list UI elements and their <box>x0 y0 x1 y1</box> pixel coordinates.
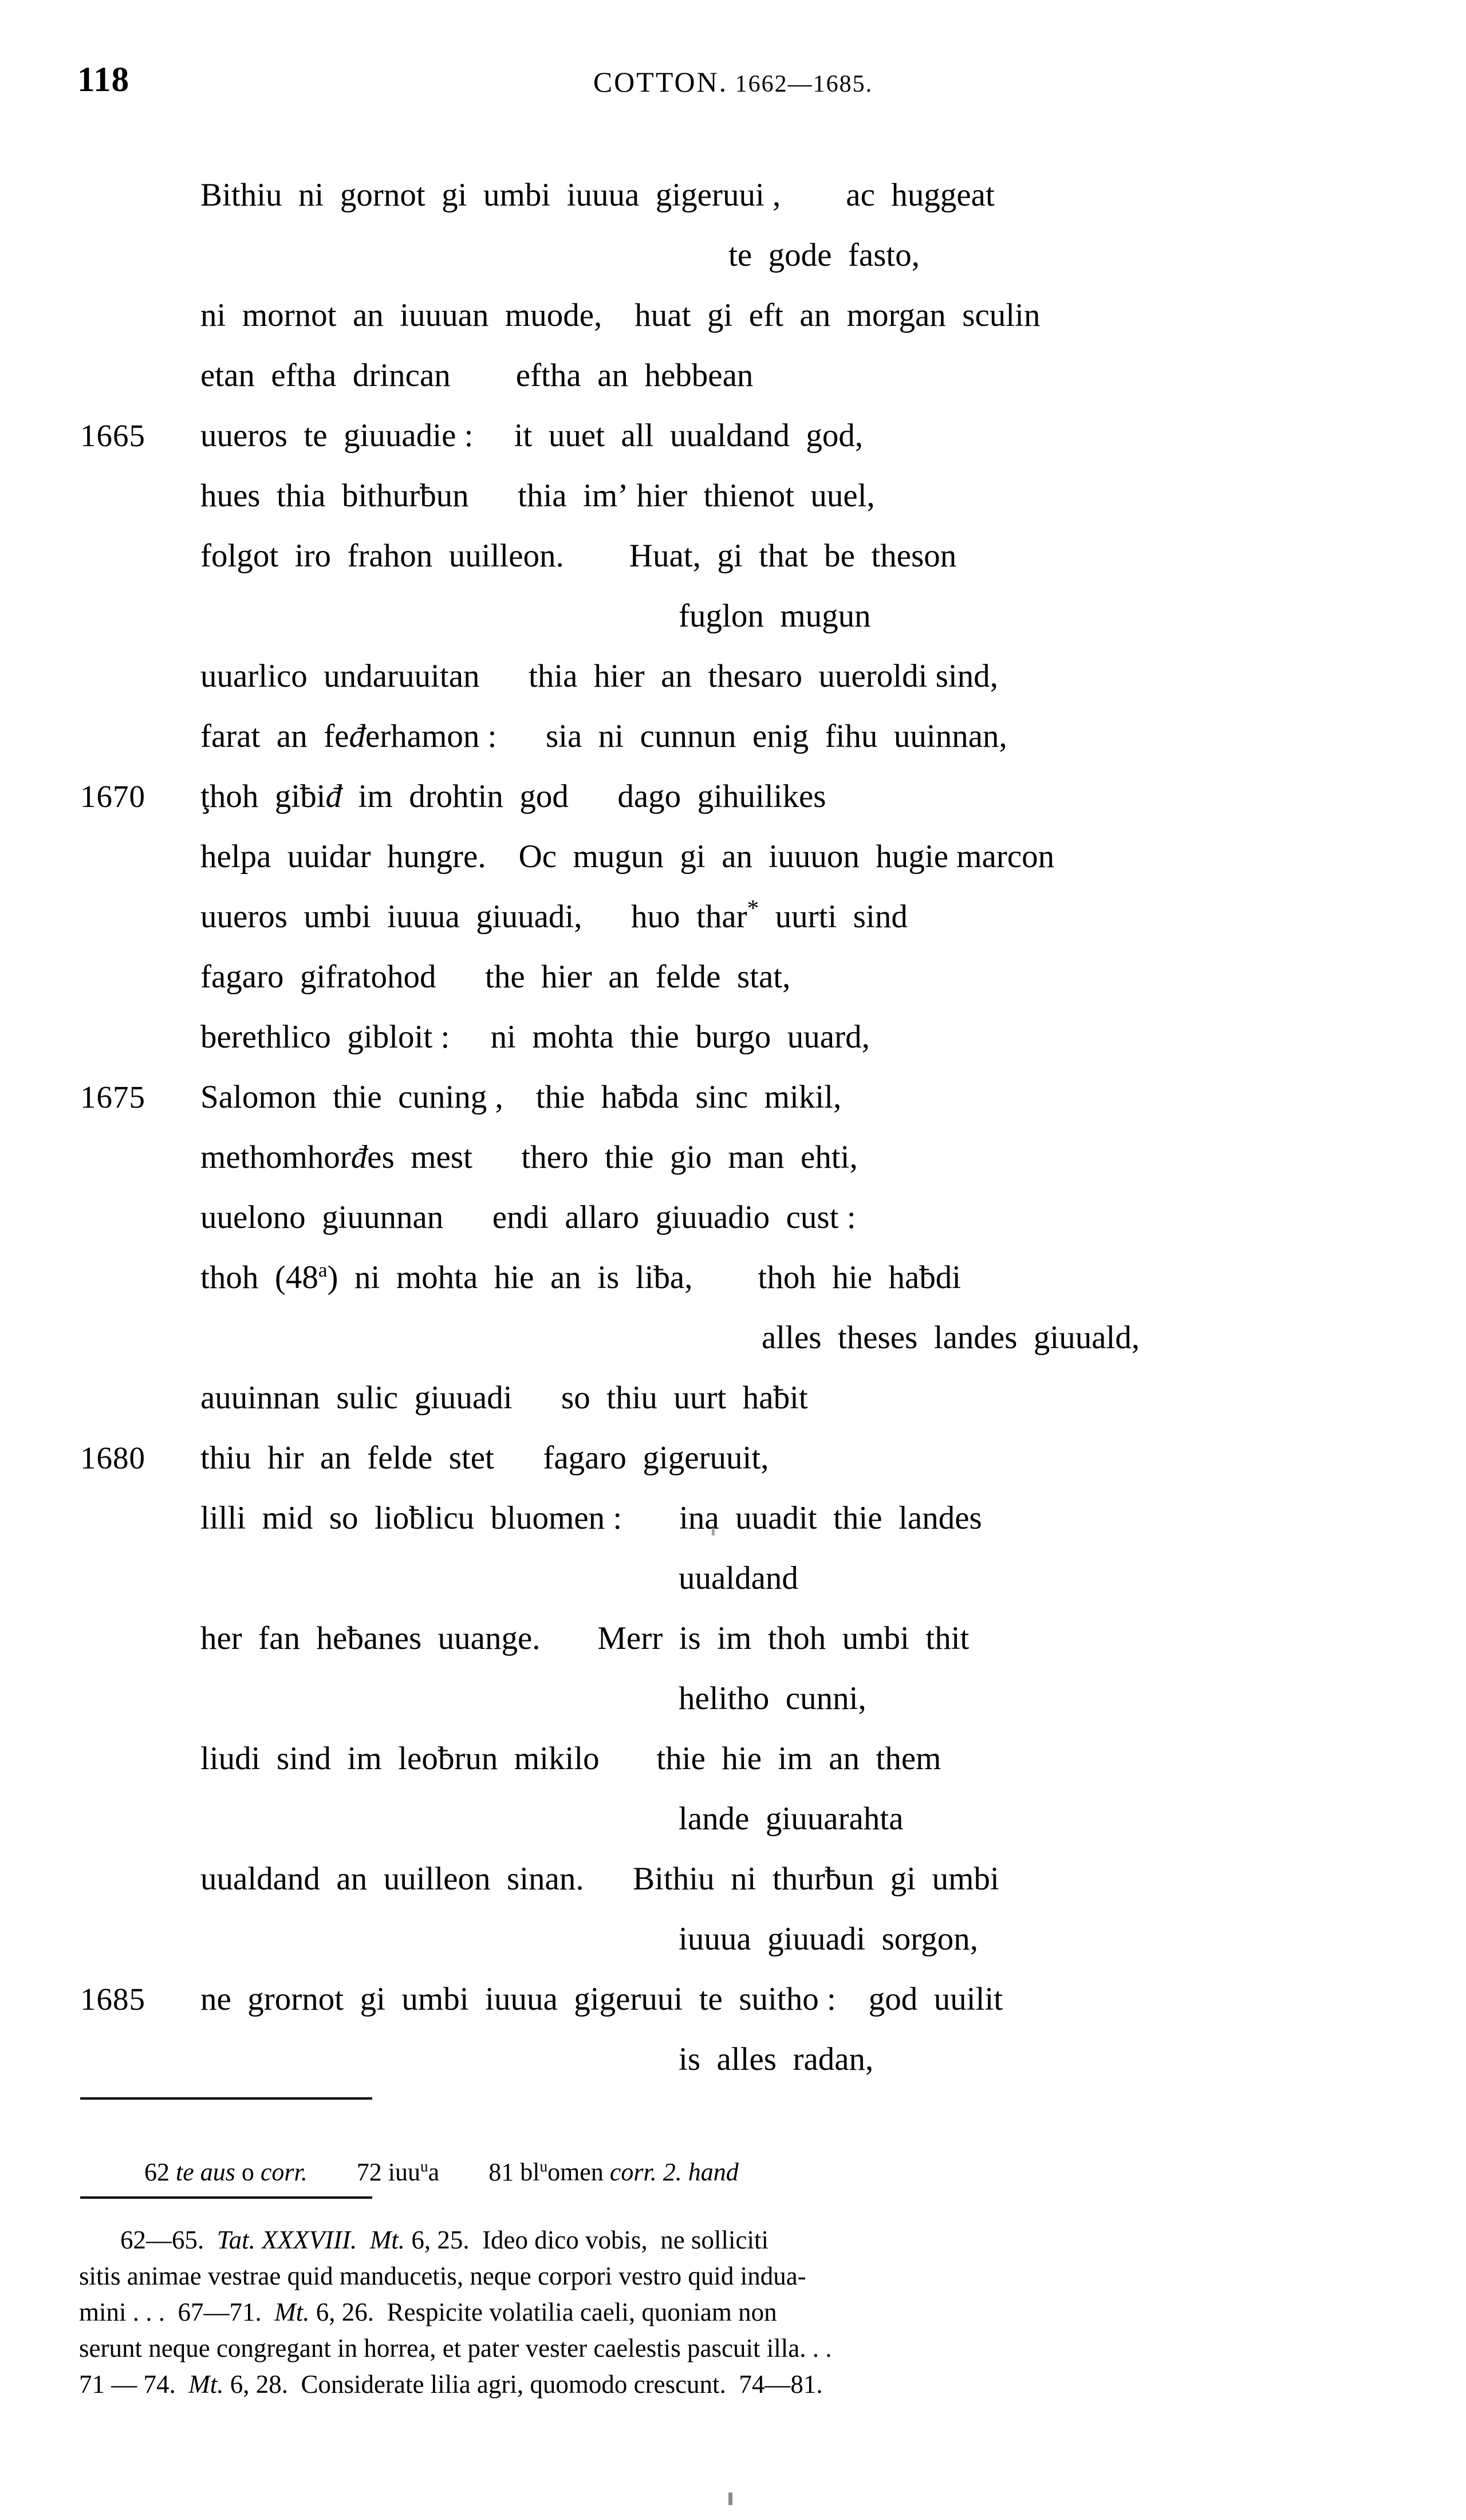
verse-line <box>0 285 1466 345</box>
verse-line <box>0 1247 1466 1308</box>
verse-line <box>0 1368 1466 1428</box>
verse-line-text: uualdand <box>679 1560 798 1596</box>
verse-line <box>0 586 1466 646</box>
verse-line-text: Salomon thie cuning , thie haƀda sinc mikil, <box>200 1079 842 1115</box>
verse-line-text: lilli mid so lioƀlicu bluomen : ina uuadit thie landes <box>200 1500 982 1536</box>
verse-line-text: fagaro gifratohod the hier an felde stat, <box>200 959 791 995</box>
verse-line-text: uualdand an uuilleon sinan. Bithiu ni thurƀun gi umbi <box>200 1861 999 1897</box>
verse-line-text: ni mornot an iuuuan muode, huat gi eft an morgan sculin <box>200 297 1041 333</box>
verse-line <box>0 646 1466 706</box>
verse-line <box>0 1428 1466 1488</box>
verse-line-text: ţhoh giƀiđ im drohtin god dago gihuilikes <box>200 778 826 814</box>
verse-line <box>0 1608 1466 1668</box>
verse-line-text: methomhorđes mest thero thie gio man ehti, <box>200 1139 858 1175</box>
verse-line <box>0 526 1466 586</box>
running-head-title <box>0 65 1466 101</box>
verse-line-text: thoh (48$^a$) ni mohta hie an is liƀa, thoh hie haƀdi <box>200 1259 961 1296</box>
scan-artifact-bottom <box>728 2493 732 2505</box>
verse-text-block <box>0 165 1466 2089</box>
verse-line-text: lande giuuarahta <box>679 1801 904 1837</box>
apparatus-latin-5: Considerate lilia agri, quomodo crescunt. <box>301 2370 726 2399</box>
running-head-work: COTTON. <box>593 66 728 98</box>
verse-line <box>0 1849 1466 1909</box>
verse-line-text: helitho cunni, <box>679 1680 866 1716</box>
verse-line <box>0 1789 1466 1849</box>
variant-item-81-word-pre: bl <box>520 2158 540 2186</box>
verse-line-text: hues thia bithurƀun thia imʼ hier thienot uuel, <box>200 478 875 514</box>
verse-line-text: iuuua giuuadi sorgon, <box>679 1921 978 1957</box>
variant-item-num-62: 62 <box>144 2158 170 2186</box>
verse-line-text: is alles radan, <box>679 2041 874 2077</box>
apparatus-ref-matthew-3: Mt. <box>188 2370 224 2399</box>
verse-line <box>0 1007 1466 1067</box>
verse-line-number: 1680 <box>80 1440 145 1475</box>
apparatus-range-74-81: 74—81. <box>739 2370 823 2399</box>
apparatus-latin-1: Ideo dico vobis, ne solliciti <box>482 2226 769 2254</box>
verse-line <box>0 766 1466 826</box>
verse-line-text: uuelono giuunnan endi allaro giuuadio cust : <box>200 1199 856 1235</box>
apparatus-ref-matthew-1: Mt. <box>369 2226 405 2254</box>
verse-line-number: 1685 <box>80 1982 145 2017</box>
running-head <box>0 60 1466 112</box>
verse-line <box>0 466 1466 526</box>
apparatus-ref-matthew-2: Mt. <box>274 2298 310 2326</box>
variant-item-72-tail: a <box>428 2158 440 2186</box>
apparatus-range-62-65: 62—65. <box>120 2226 204 2254</box>
apparatus-line-2 <box>79 2258 1387 2294</box>
apparatus-ref-tatian: Tat. XXXVIII. <box>216 2226 357 2254</box>
variant-item-62-roman: o <box>241 2158 254 2186</box>
variant-item-62-corr: corr. <box>260 2158 308 2186</box>
variant-item-num-81: 81 <box>488 2158 514 2186</box>
verse-line <box>0 1067 1466 1127</box>
verse-line <box>0 405 1466 466</box>
verse-line-text: te gode fasto, <box>728 237 920 273</box>
page-number: 118 <box>77 61 130 99</box>
verse-line <box>0 1187 1466 1247</box>
verse-line-text: thiu hir an felde stet fagaro gigeruuit, <box>200 1440 769 1476</box>
verse-line-text: uueros umbi iuuua giuuadi, huo thar* uurti sind <box>200 895 908 935</box>
variant-item-62-reading: te aus <box>176 2158 235 2186</box>
verse-line-text: uuarlico undaruuitan thia hier an thesaro uueroldi sind, <box>200 658 998 694</box>
verse-line <box>0 1969 1466 2029</box>
apparatus-latin-4: serunt neque congregant in horrea, et pater vester caelestis pascuit illa. . . <box>79 2334 832 2362</box>
verse-line-text: Bithiu ni gornot gi umbi iuuua gigeruui , ac huggeat <box>200 177 995 213</box>
verse-line <box>0 345 1466 405</box>
verse-line-text: liudi sind im leoƀrun mikilo thie hie im an them <box>200 1741 941 1777</box>
verse-line-text: her fan heƀanes uuange. Merr is im thoh umbi thit <box>200 1620 970 1656</box>
verse-line <box>0 1728 1466 1789</box>
verse-line <box>0 2029 1466 2089</box>
verse-line-text: fuglon mugun <box>679 598 871 634</box>
verse-line-text: farat an feđerhamon : sia ni cunnun enig fihu uuinnan, <box>200 718 1007 754</box>
apparatus-line-4 <box>79 2330 1387 2367</box>
apparatus-line-1 <box>79 2222 1387 2258</box>
apparatus-chapter-1: 6, 25. <box>411 2226 470 2254</box>
verse-line-number: 1665 <box>80 418 145 453</box>
verse-line-text: helpa uuidar hungre. Oc mugun gi an iuuuon hugie marcon <box>200 838 1055 875</box>
verse-line <box>0 706 1466 766</box>
verse-line <box>0 887 1466 947</box>
verse-line-text: uueros te giuuadie : it uuet all uualdand god, <box>200 418 864 454</box>
verse-line <box>0 1488 1466 1548</box>
apparatus-line-5 <box>79 2367 1387 2403</box>
apparatus-range-71-74: 71 — 74. <box>79 2370 176 2399</box>
apparatus-range-67-71: 67—71. <box>178 2298 262 2326</box>
variant-item-72-superscript: u <box>420 2157 428 2175</box>
verse-line-text: ne grornot gi umbi iuuua gigeruui te suitho : god uuilit <box>200 1981 1003 2017</box>
verse-line <box>0 826 1466 887</box>
verse-line <box>0 1308 1466 1368</box>
verse-line-text: etan eftha drincan eftha an hebbean <box>200 357 754 393</box>
verse-line <box>0 225 1466 285</box>
apparatus-chapter-3: 6, 28. <box>230 2370 288 2399</box>
apparatus-line-3 <box>79 2294 1387 2330</box>
source-apparatus <box>79 2222 1387 2403</box>
verse-line-text: berethlico gibloit : ni mohta thie burgo uuard, <box>200 1019 870 1055</box>
scan-artifact-middle <box>712 1526 715 1535</box>
apparatus-latin-2: sitis animae vestrae quid manducetis, neque corpori vestro quid indua- <box>79 2262 806 2290</box>
running-head-line-range: 1662—1685. <box>735 71 873 97</box>
apparatus-latin-3: Respicite volatilia caeli, quoniam non <box>387 2298 777 2326</box>
verse-line-number: 1670 <box>80 779 145 814</box>
variant-item-81-superscript: u <box>539 2157 548 2175</box>
apparatus-chapter-2: 6, 26. <box>316 2298 375 2326</box>
verse-line <box>0 1909 1466 1969</box>
apparatus-lead-3: mini . . . <box>79 2298 165 2326</box>
variant-readings-note <box>80 2119 1386 2226</box>
verse-line-number: 1675 <box>80 1080 145 1115</box>
variant-item-num-72: 72 <box>356 2158 382 2186</box>
variant-item-81-word-post: omen <box>547 2158 604 2186</box>
verse-line <box>0 1668 1466 1728</box>
variant-item-81-corr: corr. 2. hand <box>609 2158 739 2186</box>
footnote-rule-upper <box>80 2097 372 2100</box>
verse-line <box>0 1548 1466 1608</box>
verse-line <box>0 165 1466 225</box>
verse-line-text: auuinnan sulic giuuadi so thiu uurt haƀit <box>200 1380 808 1416</box>
verse-line-text: folgot iro frahon uuilleon. Huat, gi that be theson <box>200 538 957 574</box>
verse-line-text: alles theses landes giuuald, <box>762 1320 1140 1356</box>
variant-item-72-word: iuu <box>388 2158 421 2186</box>
verse-line <box>0 947 1466 1007</box>
verse-line <box>0 1127 1466 1187</box>
